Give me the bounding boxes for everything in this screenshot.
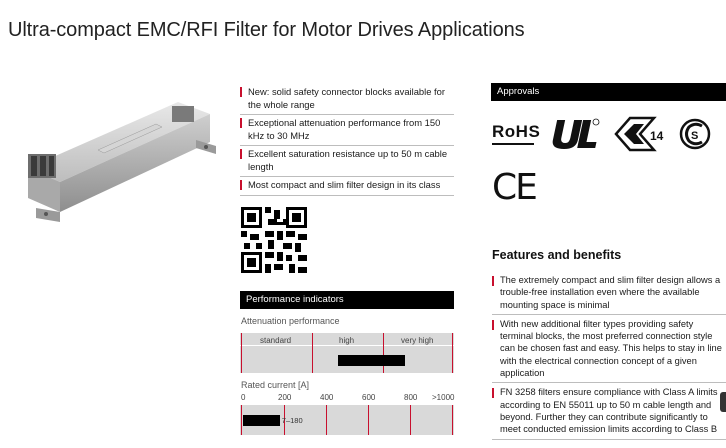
features-list (492, 273, 726, 442)
current-range-fill (243, 415, 279, 426)
list-item: The extremely compact and slim filter design allows a trouble-free installation even where the available mounting space is minimal (492, 273, 726, 315)
segment-label-high: high (339, 336, 355, 345)
key-features-list (240, 84, 454, 196)
current-range-text: 7–180 (281, 416, 303, 425)
enec-14-icon (612, 116, 668, 152)
features-title: Features and benefits (492, 248, 622, 262)
tick-label: 400 (320, 393, 334, 402)
divider (326, 405, 327, 435)
segment-label-very-high: very high (401, 336, 434, 345)
tick-label: 0 (241, 393, 246, 402)
list-item: FN 3258 filters ensure compliance with Class A limits according to EN 55011 up to 50 m cable length and beyond. Further they can contribute significantly to meet conducted emission limits according to Class B (492, 385, 726, 439)
current-scale (240, 393, 454, 405)
divider (410, 405, 411, 435)
tick-label: 800 (404, 393, 418, 402)
tick-label: 600 (362, 393, 376, 402)
rated-current-label: Rated current [A] (241, 380, 310, 390)
divider (383, 333, 384, 373)
rohs-underline (492, 143, 534, 145)
list-item: New: solid safety connector blocks available for the whole range (240, 84, 454, 115)
divider (452, 333, 453, 373)
csa-icon (678, 117, 712, 151)
attenuation-indicator (240, 333, 454, 373)
svg-text:S: S (691, 130, 699, 142)
list-item: Excellent saturation resistance up to 50 m cable length (240, 146, 454, 177)
divider (312, 333, 313, 373)
rohs-icon: RoHS (492, 122, 541, 141)
tick-label: 200 (278, 393, 292, 402)
filter-product-image (6, 84, 220, 250)
list-item: Most compact and slim filter design in its class (240, 177, 454, 196)
approvals-header: Approvals (491, 83, 726, 101)
divider (241, 405, 242, 435)
divider (368, 405, 369, 435)
divider (240, 345, 454, 346)
qr-code-icon[interactable] (241, 207, 307, 273)
divider (241, 333, 242, 373)
svg-text:14: 14 (650, 129, 664, 143)
tick-label: >1000 (432, 393, 455, 402)
page-title: Ultra-compact EMC/RFI Filter for Motor Drives Applications (8, 19, 525, 42)
segment-label-standard: standard (260, 336, 292, 345)
ce-icon: CE (492, 167, 536, 208)
ul-recognized-icon (548, 116, 600, 152)
rated-current-indicator (240, 405, 454, 435)
scroll-handle[interactable] (720, 392, 726, 412)
attenuation-label: Attenuation performance (241, 316, 340, 326)
list-item: Exceptional attenuation performance from 150 kHz to 30 MHz (240, 115, 454, 146)
divider (452, 405, 453, 435)
attenuation-level-fill (338, 355, 404, 366)
performance-indicators-header: Performance indicators (240, 291, 454, 309)
list-item: With new additional filter types providing safety terminal blocks, the most preferred connection style can be chosen fast and easy. This helps to stay in line with the electrical connection concept of a given application (492, 317, 726, 383)
